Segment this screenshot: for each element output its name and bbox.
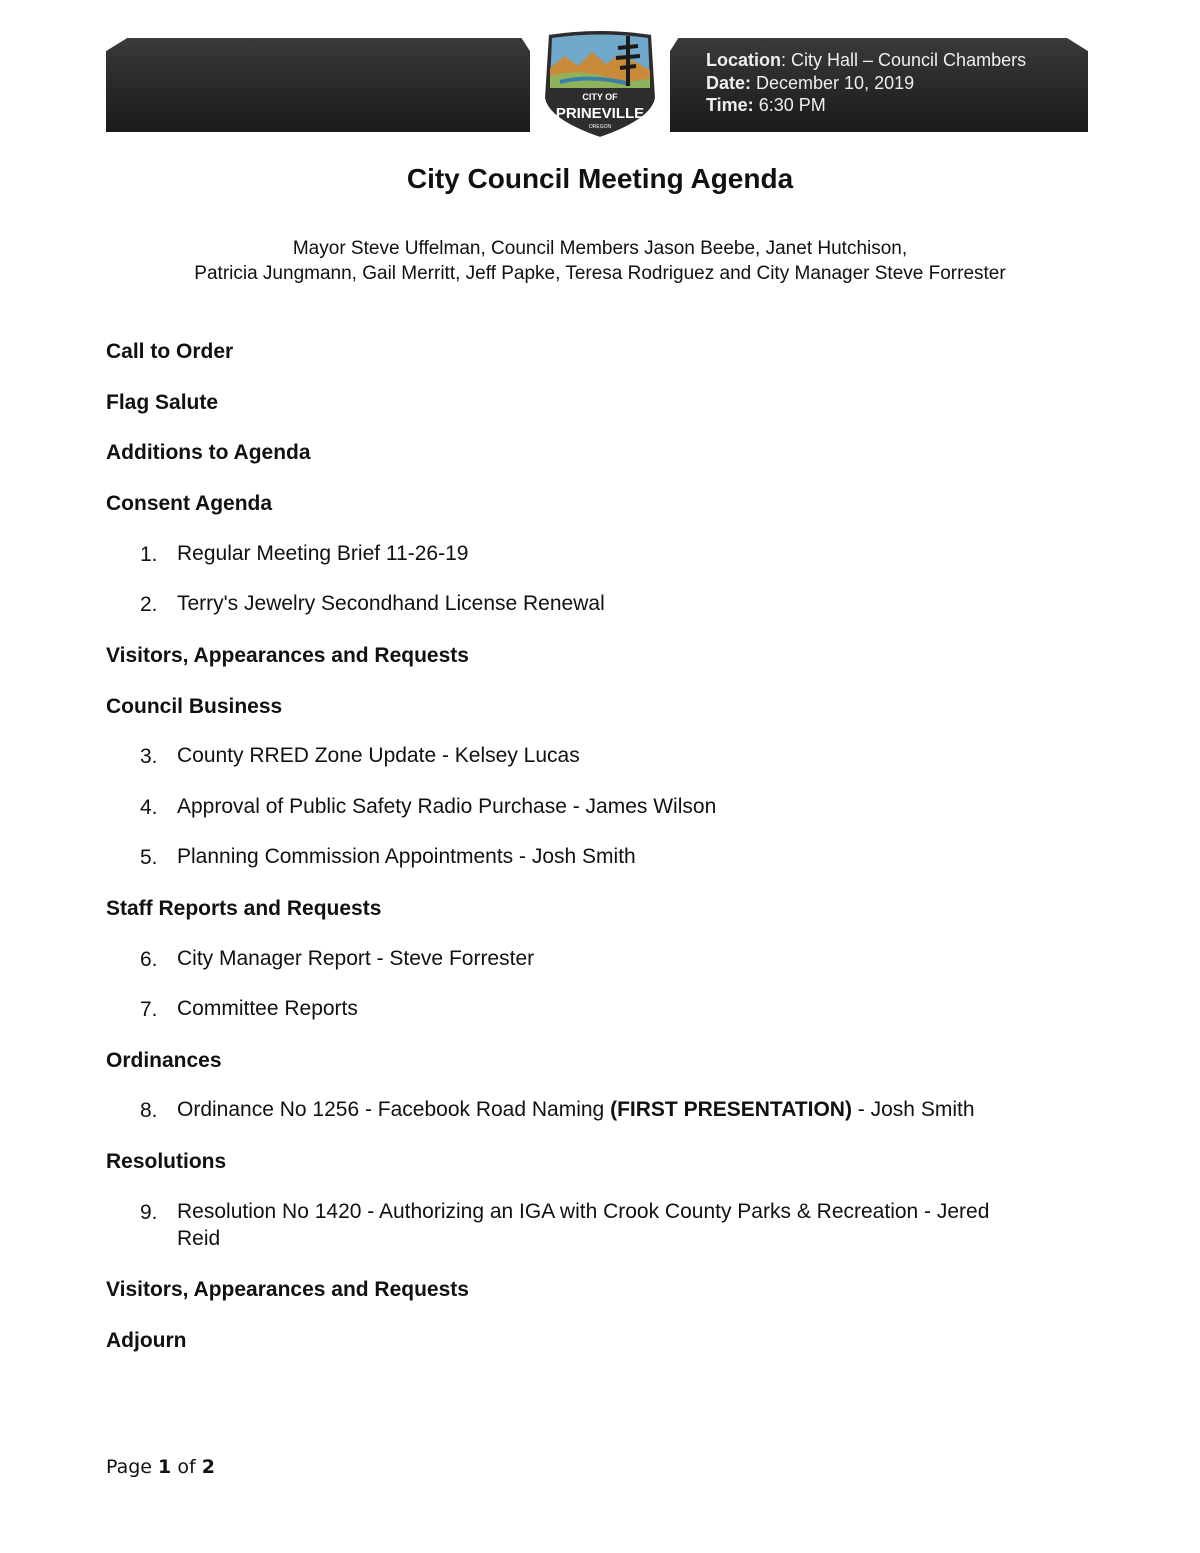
- members-line-1: Mayor Steve Uffelman, Council Members Jason Beebe, Janet Hutchison,: [292, 238, 908, 259]
- page-number: Page 1 of 2: [106, 1456, 215, 1478]
- agenda-item-3: County RRED Zone Update - Kelsey Lucas: [177, 744, 580, 767]
- logo-text-prineville: PRINEVILLE: [555, 105, 645, 122]
- item-number: 6.: [140, 948, 158, 971]
- section-council-business: Council Business: [106, 695, 283, 718]
- city-logo: [540, 28, 660, 140]
- item-number: 1.: [140, 543, 158, 566]
- agenda-item-5: Planning Commission Appointments - Josh Smith: [177, 845, 636, 868]
- section-visitors-2: Visitors, Appearances and Requests: [106, 1278, 469, 1301]
- section-call-to-order: Call to Order: [106, 340, 234, 363]
- logo-text-oregon: OREGON: [588, 124, 612, 130]
- meeting-info: [706, 49, 1026, 117]
- item-number: 3.: [140, 745, 158, 768]
- agenda-item-7: Committee Reports: [177, 997, 358, 1020]
- section-resolutions: Resolutions: [106, 1150, 227, 1173]
- item-number: 5.: [140, 846, 158, 869]
- header-banner-left: [106, 38, 530, 132]
- members-line-2: Patricia Jungmann, Gail Merritt, Jeff Papke, Teresa Rodriguez and City Manager Steve Forrester: [194, 263, 1006, 284]
- item-number: 7.: [140, 998, 158, 1021]
- item-number: 9.: [140, 1201, 158, 1224]
- agenda-item-2: Terry's Jewelry Secondhand License Renewal: [177, 592, 605, 615]
- section-ordinances: Ordinances: [106, 1049, 222, 1072]
- agenda-item-6: City Manager Report - Steve Forrester: [177, 947, 535, 970]
- section-adjourn: Adjourn: [106, 1329, 187, 1352]
- item-number: 4.: [140, 796, 158, 819]
- item-number: 2.: [140, 593, 158, 616]
- logo-text-city-of: CITY OF: [582, 92, 618, 102]
- agenda-title: City Council Meeting Agenda: [406, 163, 794, 194]
- section-consent-agenda: Consent Agenda: [106, 492, 273, 515]
- council-members: [0, 236, 1200, 286]
- agenda-item-9: Resolution No 1420 - Authorizing an IGA with Crook County Parks & Recreation - Jered Reid: [177, 1200, 990, 1250]
- section-additions: Additions to Agenda: [106, 441, 311, 464]
- section-flag-salute: Flag Salute: [106, 391, 219, 414]
- section-visitors: Visitors, Appearances and Requests: [106, 644, 469, 667]
- agenda-item-4: Approval of Public Safety Radio Purchase - James Wilson: [177, 795, 717, 818]
- location-line: Location: City Hall – Council Chambers: [706, 50, 1027, 70]
- agenda-item-8: Ordinance No 1256 - Facebook Road Naming (FIRST PRESENTATION) - Josh Smith: [177, 1098, 975, 1121]
- first-presentation-label: (FIRST PRESENTATION): [610, 1098, 852, 1121]
- section-staff-reports: Staff Reports and Requests: [106, 897, 382, 920]
- item-number: 8.: [140, 1099, 158, 1122]
- time-line: Time: 6:30 PM: [706, 95, 826, 115]
- date-line: Date: December 10, 2019: [706, 72, 915, 93]
- agenda-item-1: Regular Meeting Brief 11-26-19: [177, 542, 469, 565]
